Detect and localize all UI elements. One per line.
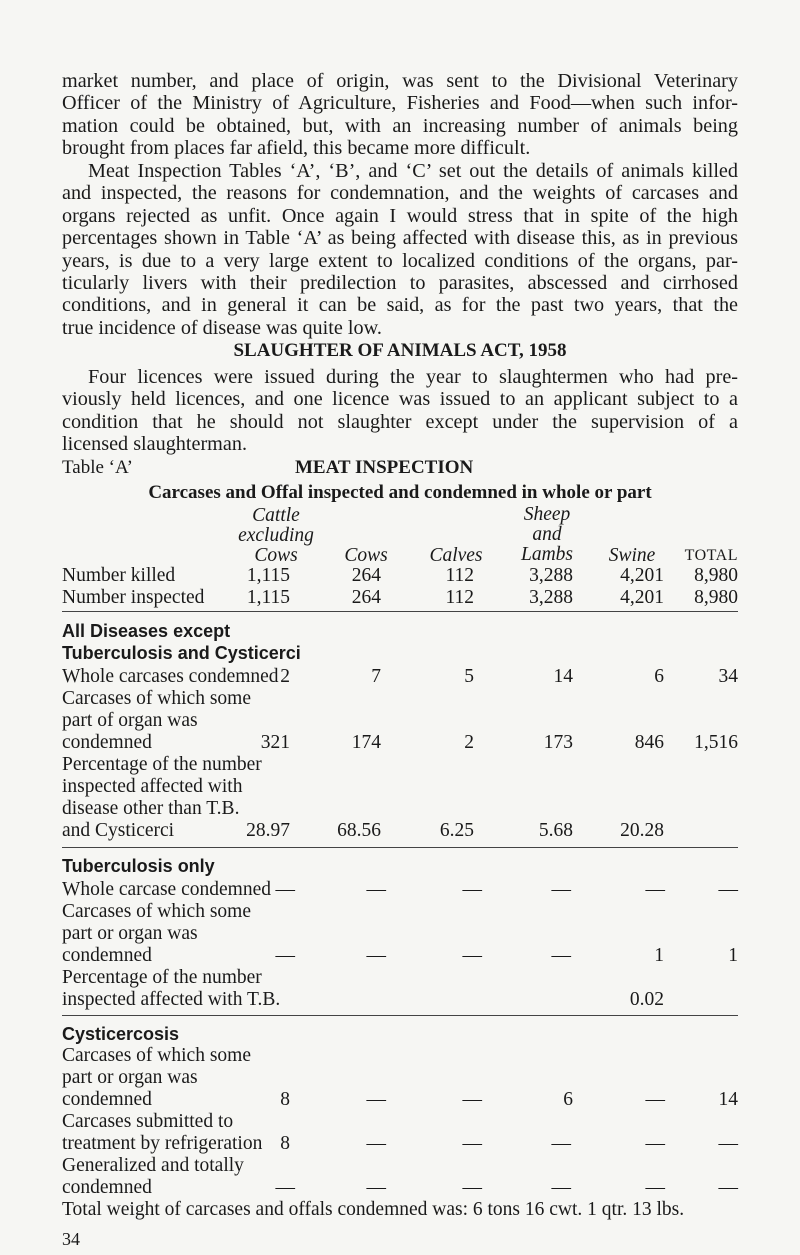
row-label: Carcases of which some bbox=[62, 688, 251, 709]
table-cell: 846 bbox=[634, 732, 664, 753]
total-weight-line: Total weight of carcases and offals condemned was: 6 tons 16 cwt. 1 qtr. 13 lbs. bbox=[62, 1199, 685, 1220]
table-cell: 1 bbox=[654, 945, 664, 966]
row-label: part or organ was bbox=[62, 923, 198, 944]
divider bbox=[62, 1015, 738, 1016]
table-cell: — bbox=[551, 1177, 571, 1198]
row-label: condemned bbox=[62, 1089, 152, 1110]
table-cell: — bbox=[718, 879, 738, 900]
table-cell: 2 bbox=[280, 666, 290, 687]
table-cell: 173 bbox=[543, 732, 573, 753]
col-head-cows: Cows bbox=[344, 545, 388, 566]
col-head-swine: Swine bbox=[608, 545, 656, 566]
row-label: Carcases submitted to bbox=[62, 1111, 234, 1132]
table-cell: — bbox=[551, 879, 571, 900]
text-line: conditions, and in general it can be said, as for the past two years, that the bbox=[62, 294, 738, 317]
table-label: Table ‘A’ bbox=[62, 457, 133, 478]
table-title: MEAT INSPECTION bbox=[295, 457, 474, 478]
table-cell: 1 bbox=[728, 945, 738, 966]
section-heading: Tuberculosis only bbox=[62, 856, 215, 876]
col-head-line: and bbox=[532, 524, 562, 545]
text-line: and inspected, the reasons for condemnation, and the weights of carcases and bbox=[62, 182, 738, 205]
table-cell: 14 bbox=[718, 1089, 738, 1110]
cell-killed-cows: 264 bbox=[351, 565, 381, 586]
col-head-line: Cows bbox=[254, 545, 298, 566]
text-line: Four licences were issued during the year to slaughtermen who had pre- bbox=[88, 366, 738, 388]
table-cell: 68.56 bbox=[337, 820, 381, 841]
table-cell: — bbox=[645, 1133, 665, 1154]
text-line: years, is due to a very large extent to localized conditions of the organs, par- bbox=[62, 249, 738, 272]
col-head-calves: Calves bbox=[429, 545, 483, 566]
text-line: brought from places far afield, this became more difficult. bbox=[62, 137, 531, 160]
table-cell: — bbox=[366, 1177, 386, 1198]
page-number: 34 bbox=[62, 1229, 80, 1249]
cell-killed-total: 8,980 bbox=[694, 565, 738, 586]
row-label: Generalized and totally bbox=[62, 1155, 244, 1176]
cell-killed-calves: 112 bbox=[445, 565, 474, 586]
section-heading: Tuberculosis and Cysticerci bbox=[62, 643, 301, 663]
table-cell: 7 bbox=[371, 666, 381, 687]
cell-killed-swine: 4,201 bbox=[620, 565, 664, 586]
row-label: Carcases of which some bbox=[62, 1045, 251, 1066]
cell-killed-sheep: 3,288 bbox=[529, 565, 573, 586]
col-head-line: Lambs bbox=[520, 544, 574, 565]
meat-tables-paragraph bbox=[62, 160, 738, 339]
table-cell: 28.97 bbox=[246, 820, 290, 841]
row-label: treatment by refrigeration bbox=[62, 1133, 263, 1154]
cell-inspected-swine: 4,201 bbox=[620, 587, 664, 608]
cell-inspected-cattle: 1,115 bbox=[246, 587, 290, 608]
table-cell: — bbox=[462, 1177, 482, 1198]
row-label: disease other than T.B. bbox=[62, 798, 240, 819]
table-cell: — bbox=[366, 945, 386, 966]
table-cell: 0.02 bbox=[629, 989, 664, 1010]
table-cell: — bbox=[462, 1089, 482, 1110]
table-cell: — bbox=[645, 1177, 665, 1198]
table-cell: 174 bbox=[351, 732, 381, 753]
col-head-line: Sheep bbox=[523, 504, 571, 525]
divider bbox=[62, 847, 738, 848]
row-label: Whole carcase condemned bbox=[62, 879, 271, 900]
row-label: condemned bbox=[62, 1177, 152, 1198]
table-cell: 2 bbox=[464, 732, 474, 753]
row-label: part of organ was bbox=[62, 710, 198, 731]
table-cell: — bbox=[645, 1089, 665, 1110]
col-head-total: TOTAL bbox=[684, 547, 738, 564]
col-head-sheep bbox=[502, 505, 592, 565]
row-label: condemned bbox=[62, 945, 152, 966]
col-head-line: Cattle bbox=[252, 505, 300, 526]
row-label: condemned bbox=[62, 732, 152, 753]
section-heading: Cysticercosis bbox=[62, 1024, 180, 1044]
table-cell: — bbox=[551, 945, 571, 966]
text-line: market number, and place of origin, was sent to the Divisional Veterinary bbox=[62, 70, 738, 92]
row-label: and Cysticerci bbox=[62, 820, 175, 841]
table-cell: 5 bbox=[464, 666, 474, 687]
divider bbox=[62, 611, 738, 612]
cell-inspected-total: 8,980 bbox=[694, 587, 738, 608]
table-cell: 5.68 bbox=[538, 820, 573, 841]
table-subtitle: Carcases and Offal inspected and condemned in whole or part bbox=[148, 482, 652, 503]
table-cell: 1,516 bbox=[694, 732, 738, 753]
table-cell: — bbox=[366, 1089, 386, 1110]
section-heading: All Diseases except bbox=[62, 621, 231, 641]
text-line: percentages shown in Table ‘A’ as being affected with disease this, as in previous bbox=[62, 227, 738, 250]
col-head-line: excluding bbox=[238, 525, 314, 546]
cell-killed-cattle: 1,115 bbox=[246, 565, 290, 586]
text-line: organs rejected as unfit. Once again I would stress that in spite of the high bbox=[62, 204, 738, 227]
table-cell: — bbox=[551, 1133, 571, 1154]
table-cell: — bbox=[275, 1177, 295, 1198]
table-cell: — bbox=[462, 1133, 482, 1154]
text-line: Officer of the Ministry of Agriculture, Fisheries and Food—when such infor- bbox=[62, 92, 738, 115]
table-cell: 6 bbox=[563, 1089, 573, 1110]
row-label: Carcases of which some bbox=[62, 901, 251, 922]
table-cell: — bbox=[718, 1133, 738, 1154]
row-label-killed: Number killed bbox=[62, 565, 176, 586]
table-cell: 8 bbox=[280, 1089, 290, 1110]
text-line: Meat Inspection Tables ‘A’, ‘B’, and ‘C’ set out the details of animals killed bbox=[88, 160, 738, 182]
text-line: condition that he should not slaughter except under the supervision of a bbox=[62, 410, 738, 433]
section-heading-act: SLAUGHTER OF ANIMALS ACT, 1958 bbox=[233, 340, 567, 361]
text-line: viously held licences, and one licence was issued to an applicant subject to a bbox=[62, 388, 738, 411]
table-cell: 14 bbox=[553, 666, 573, 687]
row-label: Percentage of the number bbox=[62, 967, 262, 988]
table-cell: — bbox=[718, 1177, 738, 1198]
cell-inspected-calves: 112 bbox=[445, 587, 474, 608]
row-label: inspected affected with bbox=[62, 776, 243, 797]
row-label-inspected: Number inspected bbox=[62, 587, 205, 608]
text-line: mation could be obtained, but, with an increasing number of animals being bbox=[62, 114, 738, 137]
row-label: part or organ was bbox=[62, 1067, 198, 1088]
text-line: ticularly livers with their predilection to parasites, abscessed and cirrhosed bbox=[62, 272, 738, 295]
table-cell: — bbox=[462, 945, 482, 966]
table-cell: 8 bbox=[280, 1133, 290, 1154]
intro-paragraph bbox=[62, 70, 738, 160]
act-paragraph bbox=[62, 366, 738, 456]
table-cell: 321 bbox=[260, 732, 290, 753]
table-cell: 6.25 bbox=[439, 820, 474, 841]
table-cell: — bbox=[366, 1133, 386, 1154]
table-cell: 34 bbox=[718, 666, 738, 687]
text-line: true incidence of disease was quite low. bbox=[62, 316, 382, 339]
cell-inspected-sheep: 3,288 bbox=[529, 587, 573, 608]
table-cell: 6 bbox=[654, 666, 664, 687]
table-cell: — bbox=[645, 879, 665, 900]
table-cell: 20.28 bbox=[620, 820, 664, 841]
table-cell: — bbox=[275, 945, 295, 966]
row-label: inspected affected with T.B. bbox=[62, 989, 281, 1010]
row-label: Whole carcases condemned bbox=[62, 666, 279, 687]
row-label: Percentage of the number bbox=[62, 754, 262, 775]
cell-inspected-cows: 264 bbox=[351, 587, 381, 608]
text-line: licensed slaughterman. bbox=[62, 433, 247, 456]
table-cell: — bbox=[366, 879, 386, 900]
table-cell: — bbox=[462, 879, 482, 900]
table-cell: — bbox=[275, 879, 295, 900]
